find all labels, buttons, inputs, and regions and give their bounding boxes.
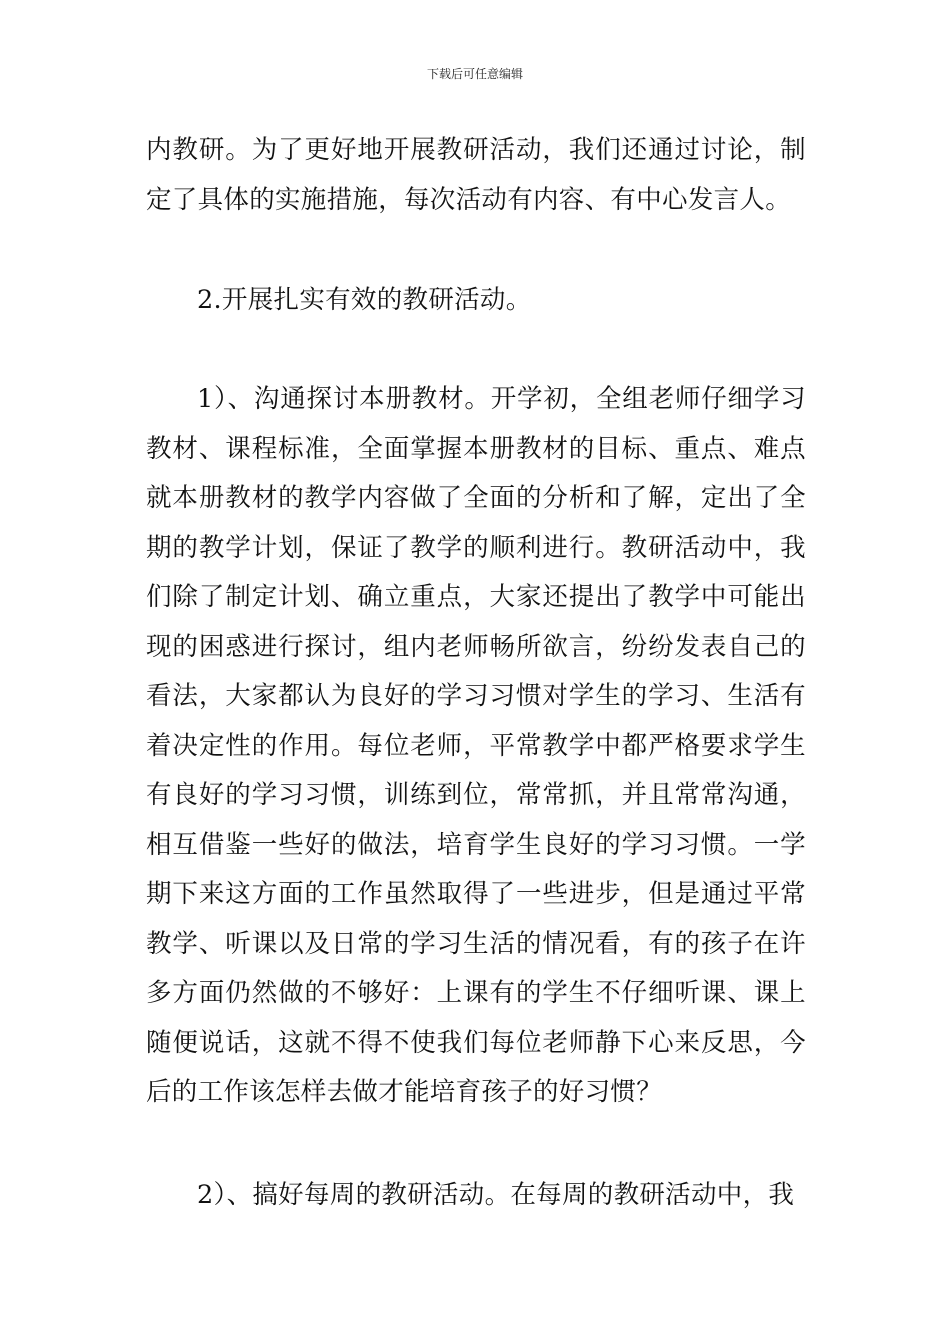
page-header-note: 下载后可任意编辑 — [426, 67, 523, 81]
paragraph-item-1: 1）、沟通探讨本册教材。开学初，全组老师仔细学习教材、课程标准，全面掌握本册教材的目标、重点、难点就本册教材的教学内容做了全面的分析和了解，定出了全期的教学计划，保证了教学的顺利进行。教研活动中，我们除了制定计划、确立重点，大家还提出了教学中可能出现的困惑进行探讨，组内老师畅所欲言，纷纷发表自己的看法，大家都认为良好的学习习惯对学生的学习、生活有着决定性的作用。每位老师，平常教学中都严格要求学生有良好的学习习惯，训练到位，常常抓，并且常常沟通，相互借鉴一些好的做法，培育学生良好的学习习惯。一学期下来这方面的工作虽然取得了一些进步，但是通过平常教学、听课以及日常的学习生活的情况看，有的孩子在许多方面仍然做的不够好：上课有的学生不仔细听课、课上随便说话，这就不得不使我们每位老师静下心来反思，今后的工作该怎样去做才能培育孩子的好习惯？ — [146, 384, 806, 1107]
paragraph-section-heading: 2.开展扎实有效的教研活动。 — [197, 285, 532, 315]
paragraph-continued: 内教研。为了更好地开展教研活动，我们还通过讨论，制定了具体的实施措施，每次活动有内容、有中心发言人。 — [146, 135, 806, 215]
paragraph-item-2: 2）、搞好每周的教研活动。在每周的教研活动中，我 — [197, 1180, 795, 1210]
